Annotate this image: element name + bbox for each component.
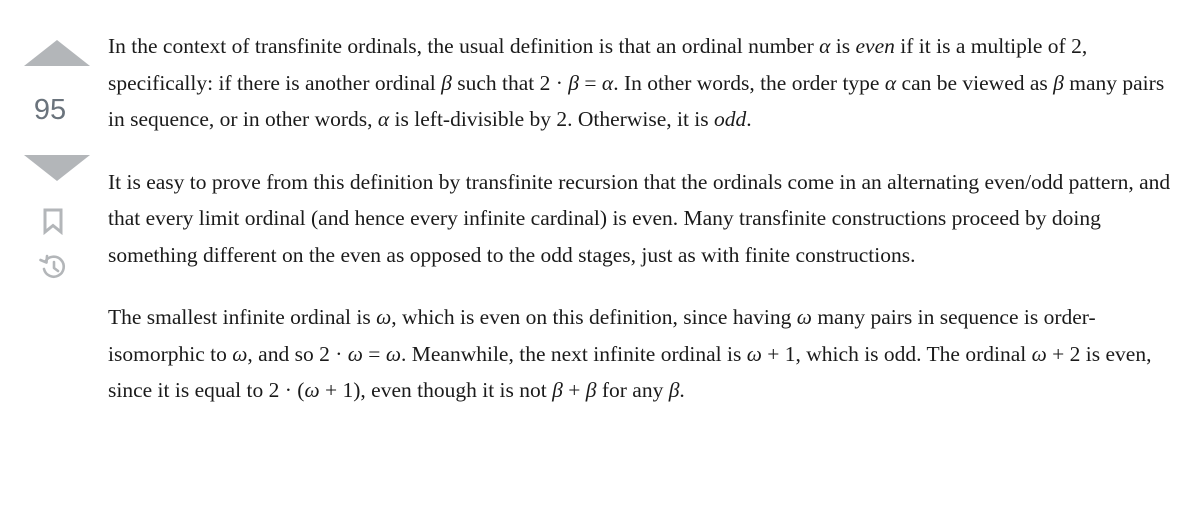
answer-body (108, 28, 1183, 435)
math-omega: ω (304, 378, 320, 402)
math-alpha: α (601, 70, 614, 95)
history-icon[interactable] (38, 252, 68, 282)
math-omega: ω (232, 341, 248, 366)
vote-rail (0, 0, 100, 528)
math-omega: ω (385, 341, 401, 366)
answer-paragraph-2: It is easy to prove from this definition by transfinite recursion that the ordinals come in an alternating even/odd pattern, and that every limit ordinal (and hence every infinite cardinal) is even. Many transfinite constructions proceed by doing something different on the even as opposed to the odd stages, just as with finite constructions. (108, 169, 1171, 267)
answer-paragraph-1: In the context of transfinite ordinals, the usual definition is that an ordinal number α is even if it is a multiple of 2, specifically: if there is another ordinal β such that 2 · β = α. In other words, the order type α can be viewed as β many pairs in sequence, or in other words, α is left-divisible by 2. Otherwise, it is odd. (108, 34, 1165, 131)
math-omega: ω (746, 341, 762, 366)
math-beta: β (441, 70, 452, 95)
math-omega: ω (347, 341, 363, 366)
upvote-arrow-icon[interactable] (24, 40, 90, 66)
answer-paragraph-3: The smallest infinite ordinal is ω, which is even on this definition, since having ω many pairs in sequence is order-isomorphic to ω, and so 2 · ω = ω. Meanwhile, the next infinite ordinal is ω + 1, which is odd. The ordinal ω + 2 is even, since it is equal to 2 · (ω + 1), even though it is not β + β for any β. (108, 305, 1152, 402)
math-omega: ω (376, 305, 392, 329)
emphasis-even: even (855, 34, 895, 58)
math-alpha: α (819, 34, 831, 58)
math-omega: ω (1031, 341, 1047, 366)
vote-count: 95 (33, 94, 67, 126)
math-omega: ω (796, 305, 812, 329)
emphasis-odd: odd (714, 107, 747, 131)
math-beta: β (1053, 70, 1064, 95)
math-beta: β (552, 378, 563, 402)
math-beta: β (568, 70, 579, 95)
math-alpha: α (377, 107, 390, 131)
math-beta: β (668, 378, 680, 402)
bookmark-icon[interactable] (41, 207, 65, 235)
downvote-arrow-icon[interactable] (24, 155, 90, 181)
math-beta: β (585, 378, 597, 402)
math-alpha: α (884, 70, 897, 95)
